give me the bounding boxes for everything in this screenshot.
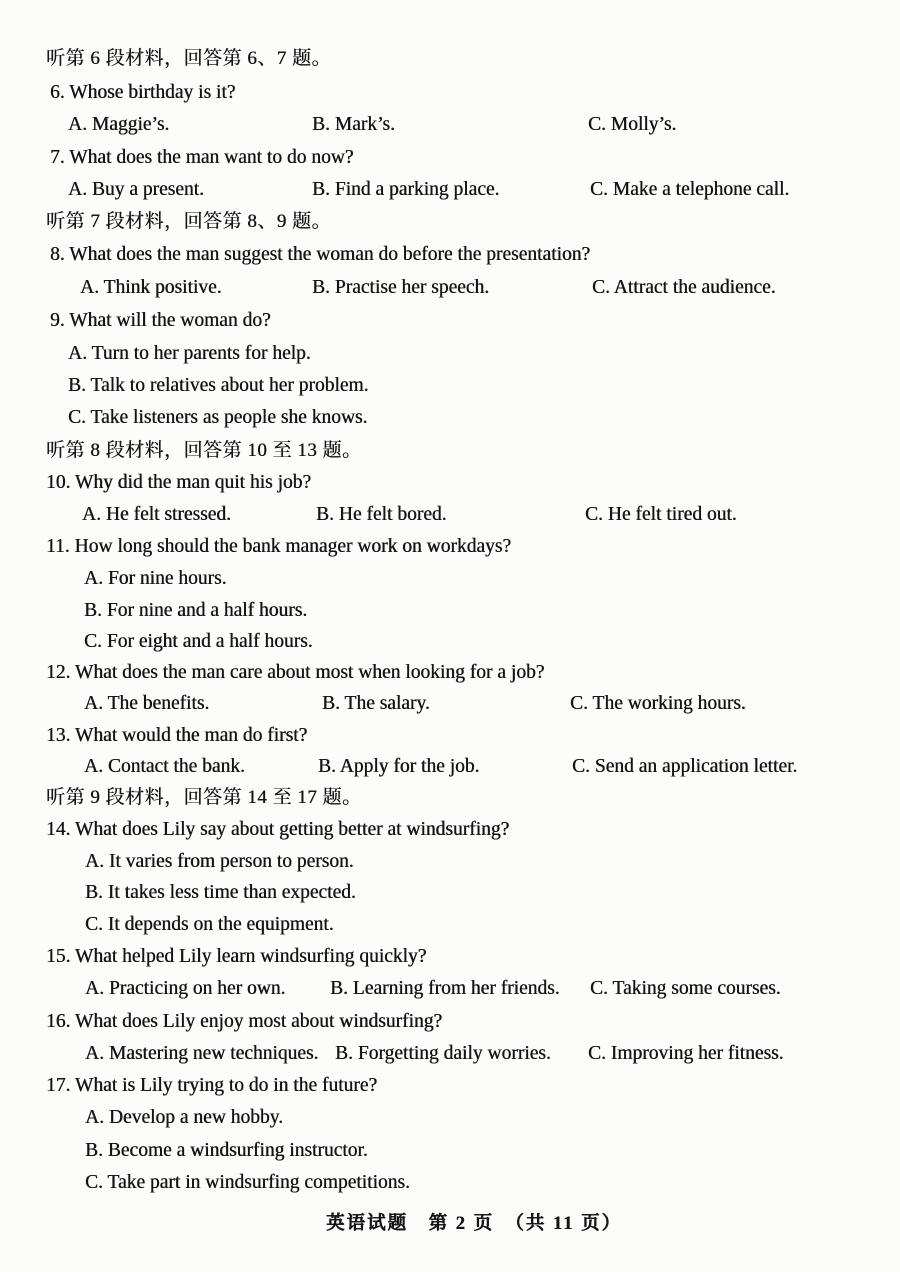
page-footer: 英语试题 第 2 页 （共 11 页） (326, 1214, 622, 1234)
question-17-option-c: C. Take part in windsurfing competitions. (85, 1172, 410, 1193)
question-17-text: 17. What is Lily trying to do in the future? (46, 1075, 378, 1096)
question-13-option-a: A. Contact the bank. (84, 756, 245, 777)
question-10-option-a: A. He felt stressed. (82, 504, 231, 525)
question-15-options-row (0, 976, 900, 1002)
question-12-text: 12. What does the man care about most when looking for a job? (46, 662, 545, 683)
section-header-tape6: 听第 6 段材料，回答第 6、7 题。 (46, 48, 332, 69)
question-8-option-b: B. Practise her speech. (312, 277, 490, 298)
question-15-option-a: A. Practicing on her own. (85, 978, 286, 999)
question-13-option-b: B. Apply for the job. (318, 756, 480, 777)
question-17-option-b: B. Become a windsurfing instructor. (85, 1140, 368, 1161)
question-14-option-a: A. It varies from person to person. (85, 851, 354, 872)
question-11-option-b: B. For nine and a half hours. (84, 600, 308, 621)
question-8-options-row (0, 275, 900, 301)
question-7-options-row (0, 177, 900, 203)
question-7-text: 7. What does the man want to do now? (50, 147, 354, 168)
question-13-options-row (0, 754, 900, 780)
question-15-option-c: C. Taking some courses. (590, 978, 781, 999)
question-8-option-c: C. Attract the audience. (592, 277, 776, 298)
section-header-tape9: 听第 9 段材料，回答第 14 至 17 题。 (46, 787, 362, 808)
question-6-option-a: A. Maggie’s. (68, 114, 170, 135)
question-7-option-c: C. Make a telephone call. (590, 179, 790, 200)
question-15-option-b: B. Learning from her friends. (330, 978, 560, 999)
question-10-options-row (0, 502, 900, 528)
question-12-option-c: C. The working hours. (570, 693, 746, 714)
question-11-text: 11. How long should the bank manager work on workdays? (46, 536, 512, 557)
question-8-text: 8. What does the man suggest the woman do before the presentation? (50, 244, 591, 265)
question-10-text: 10. Why did the man quit his job? (46, 472, 312, 493)
question-7-option-a: A. Buy a present. (68, 179, 204, 200)
question-15-text: 15. What helped Lily learn windsurfing quickly? (46, 946, 427, 967)
question-8-option-a: A. Think positive. (80, 277, 222, 298)
question-9-option-a: A. Turn to her parents for help. (68, 343, 311, 364)
section-header-tape7: 听第 7 段材料，回答第 8、9 题。 (46, 211, 332, 232)
question-14-option-c: C. It depends on the equipment. (85, 914, 334, 935)
question-11-option-a: A. For nine hours. (84, 568, 227, 589)
question-13-option-c: C. Send an application letter. (572, 756, 798, 777)
question-11-option-c: C. For eight and a half hours. (84, 631, 313, 652)
question-9-option-b: B. Talk to relatives about her problem. (68, 375, 369, 396)
section-header-tape8: 听第 8 段材料，回答第 10 至 13 题。 (46, 440, 362, 461)
question-16-option-a: A. Mastering new techniques. (85, 1043, 319, 1064)
question-16-option-b: B. Forgetting daily worries. (335, 1043, 551, 1064)
question-6-option-c: C. Molly’s. (588, 114, 677, 135)
question-6-text: 6. Whose birthday is it? (50, 82, 236, 103)
question-14-option-b: B. It takes less time than expected. (85, 882, 356, 903)
question-16-text: 16. What does Lily enjoy most about windsurfing? (46, 1011, 443, 1032)
question-6-options-row (0, 112, 900, 138)
question-10-option-c: C. He felt tired out. (585, 504, 737, 525)
question-16-options-row (0, 1041, 900, 1067)
question-10-option-b: B. He felt bored. (316, 504, 447, 525)
question-17-option-a: A. Develop a new hobby. (85, 1107, 284, 1128)
question-13-text: 13. What would the man do first? (46, 725, 308, 746)
question-9-option-c: C. Take listeners as people she knows. (68, 407, 368, 428)
question-14-text: 14. What does Lily say about getting better at windsurfing? (46, 819, 510, 840)
question-7-option-b: B. Find a parking place. (312, 179, 500, 200)
question-16-option-c: C. Improving her fitness. (588, 1043, 784, 1064)
question-12-options-row (0, 691, 900, 717)
question-12-option-a: A. The benefits. (84, 693, 210, 714)
question-12-option-b: B. The salary. (322, 693, 430, 714)
question-6-option-b: B. Mark’s. (312, 114, 395, 135)
question-9-text: 9. What will the woman do? (50, 310, 271, 331)
